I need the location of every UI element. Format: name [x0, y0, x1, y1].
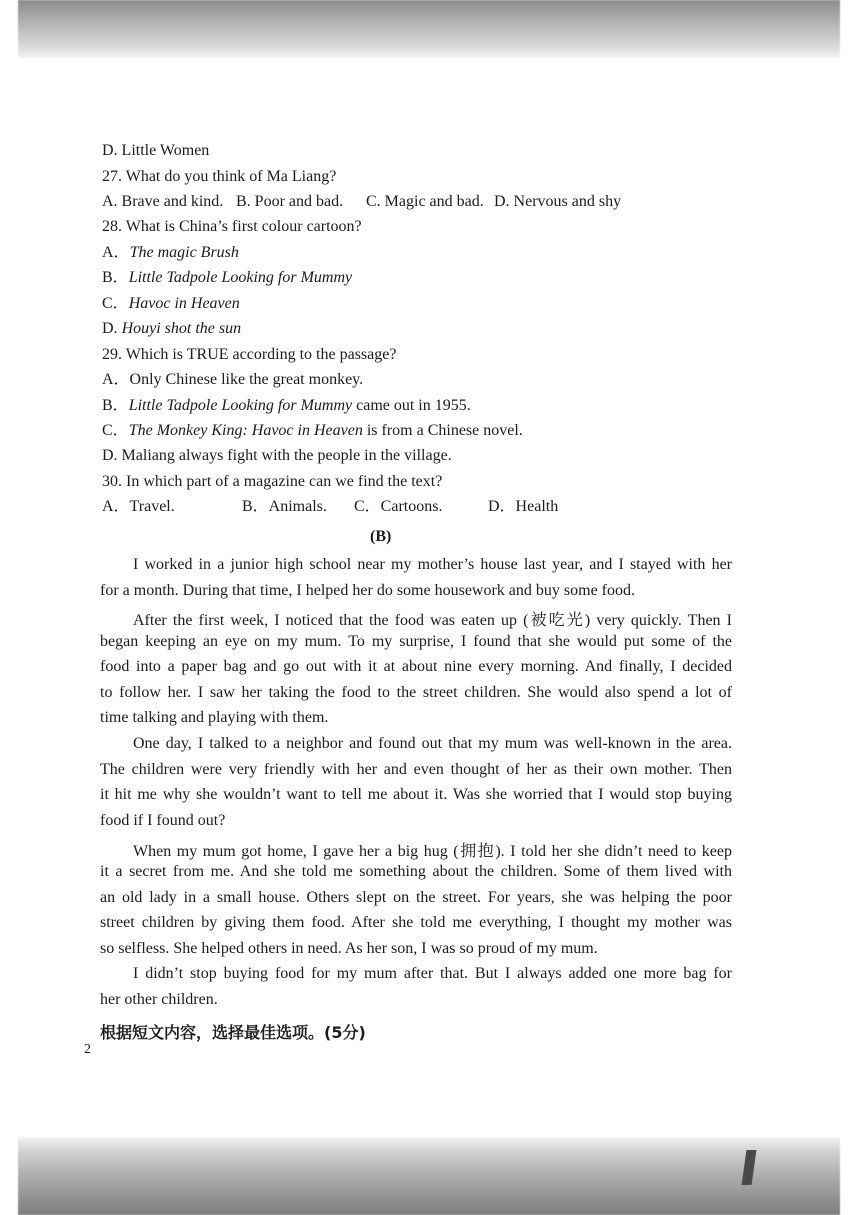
q30-option-d: D．Health: [488, 498, 559, 515]
passage-line: One day, I talked to a neighbor and found out that my mum was well-known in the area.: [133, 735, 732, 752]
passage-line: to follow her. I saw her taking the food to the street children. She would also spend a lot of: [100, 684, 732, 701]
passage-line: for a month. During that time, I helped her do some housework and buy some food.: [100, 582, 635, 599]
passage-line: her other children.: [100, 991, 218, 1008]
passage-line: food if I found out?: [100, 812, 226, 829]
passage-line: When my mum got home, I gave her a big hug (拥抱). I told her she didn’t need to keep: [133, 843, 732, 860]
q28-option-d: D. Houyi shot the sun: [102, 320, 242, 337]
passage-line: so selfless. She helped others in need. As her son, I was so proud of my mum.: [100, 940, 598, 957]
passage-line: I didn’t stop buying food for my mum after that. But I always added one more bag for: [133, 965, 732, 982]
q29-option-b: B．Little Tadpole Looking for Mummy came out in 1955.: [102, 397, 471, 414]
passage-line: food into a paper bag and go out with it at about nine every morning. And finally, I decided: [100, 658, 732, 675]
q27-option-d: D. Nervous and shy: [494, 193, 622, 210]
q30-option-c: C．Cartoons.: [354, 498, 443, 515]
passage-line: began keeping an eye on my mum. To my surprise, I found that she would put some of the: [100, 633, 732, 650]
q28-option-a: A．The magic Brush: [102, 244, 239, 261]
q30-stem: 30. In which part of a magazine can we find the text?: [102, 473, 443, 490]
passage-line: it a secret from me. And she told me something about the children. Some of them lived with: [100, 863, 732, 880]
q28-option-b: B．Little Tadpole Looking for Mummy: [102, 269, 353, 286]
passage-line: time talking and playing with them.: [100, 709, 329, 726]
q29-option-d: D. Maliang always fight with the people in the village.: [102, 447, 452, 464]
q29-option-c: C．The Monkey King: Havoc in Heaven is from a Chinese novel.: [102, 422, 523, 439]
passage-line: an old lady in a small house. Others slept on the street. For years, she was helping the poor: [100, 889, 732, 906]
scan-shadow-top: [18, 0, 840, 58]
q28-option-c: C．Havoc in Heaven: [102, 295, 240, 312]
q30-option-b: B．Animals.: [242, 498, 327, 515]
page-number: 2: [84, 1042, 91, 1057]
q27-option-b: B. Poor and bad.: [236, 193, 344, 210]
q30-option-a: A．Travel.: [102, 498, 175, 515]
section-b-label: (B): [370, 528, 392, 545]
scan-shadow-bottom: [18, 1137, 840, 1215]
q27-option-c: C. Magic and bad.: [366, 193, 484, 210]
q29-stem: 29. Which is TRUE according to the passage?: [102, 346, 397, 363]
passage-line: I worked in a junior high school near my mother’s house last year, and I stayed with her: [133, 556, 732, 573]
passage-line: The children were very friendly with her and even thought of her as their own mother. Then: [100, 761, 732, 778]
q27-stem: 27. What do you think of Ma Liang?: [102, 168, 337, 185]
q28-stem: 28. What is China’s first colour cartoon?: [102, 218, 362, 235]
q29-option-a: A．Only Chinese like the great monkey.: [102, 371, 364, 388]
q27-option-a: A. Brave and kind.: [102, 193, 224, 210]
passage-line: After the first week, I noticed that the food was eaten up (被吃光) very quickly. Then I: [133, 612, 732, 629]
q26-option-d: D. Little Women: [102, 142, 210, 159]
passage-line: street children by giving them food. After she told me everything, I thought my mother was: [100, 914, 732, 931]
instruction-heading: 根据短文内容，选择最佳选项。(5分): [100, 1023, 366, 1042]
passage-line: it hit me why she wouldn’t want to tell me about it. Was she worried that I would stop buying: [100, 786, 732, 803]
